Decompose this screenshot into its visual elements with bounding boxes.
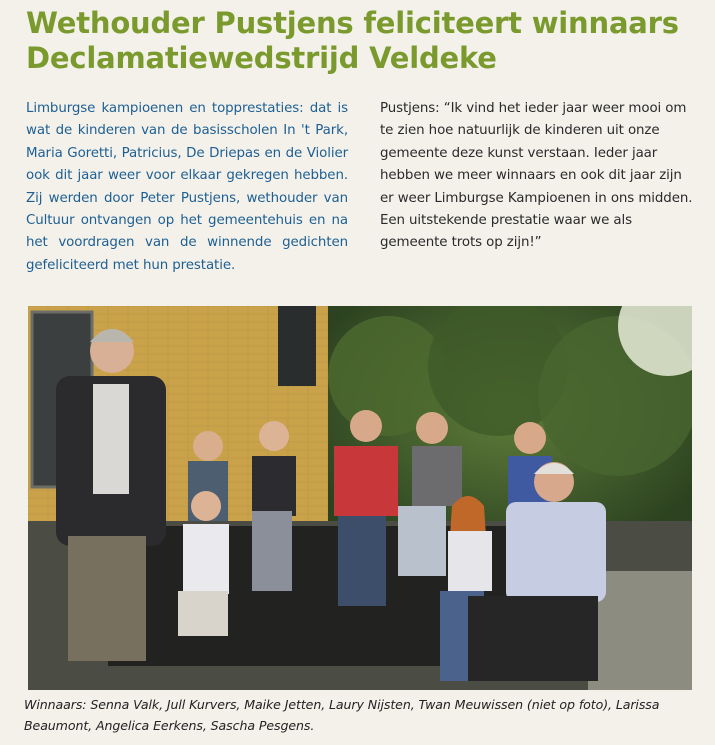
small-window [278,306,316,386]
group-photo-illustration [28,306,692,690]
intro-paragraph: Limburgse kampioenen en topprestaties: dat is wat de kinderen van de basisscholen In 't Park, Maria Goretti, Patricius, De Driepas en de Violier ook dit jaar weer voor elkaar gekregen hebben. Zij werden door Peter Pustjens, wethouder van Cultuur ontvangen op het gemeentehuis en na het voordragen van de winnende gedichten gefeliciteerd met hun prestatie. [26,101,348,273]
article-headline: Wethouder Pustjens feliciteert winnaars Declamatiewedstrijd Veldeke [26,6,679,75]
photo-caption: Winnaars: Senna Valk, Jull Kurvers, Maike Jetten, Laury Nijsten, Twan Meuwissen (niet op foto), Larissa Beaumont, Angelica Eerkens, Sascha Pesgens. [24,697,660,733]
quote-paragraph: Pustjens: “Ik vind het ieder jaar weer mooi om te zien hoe natuurlijk de kinderen uit onze gemeente deze kunst verstaan. Ieder jaar hebben we meer winnaars en ook dit jaar zijn er weer Limburgse Kampioenen in ons midden. Een uitstekende prestatie waar we als gemeente trots op zijn!” [380,101,693,251]
group-photo [28,306,692,690]
